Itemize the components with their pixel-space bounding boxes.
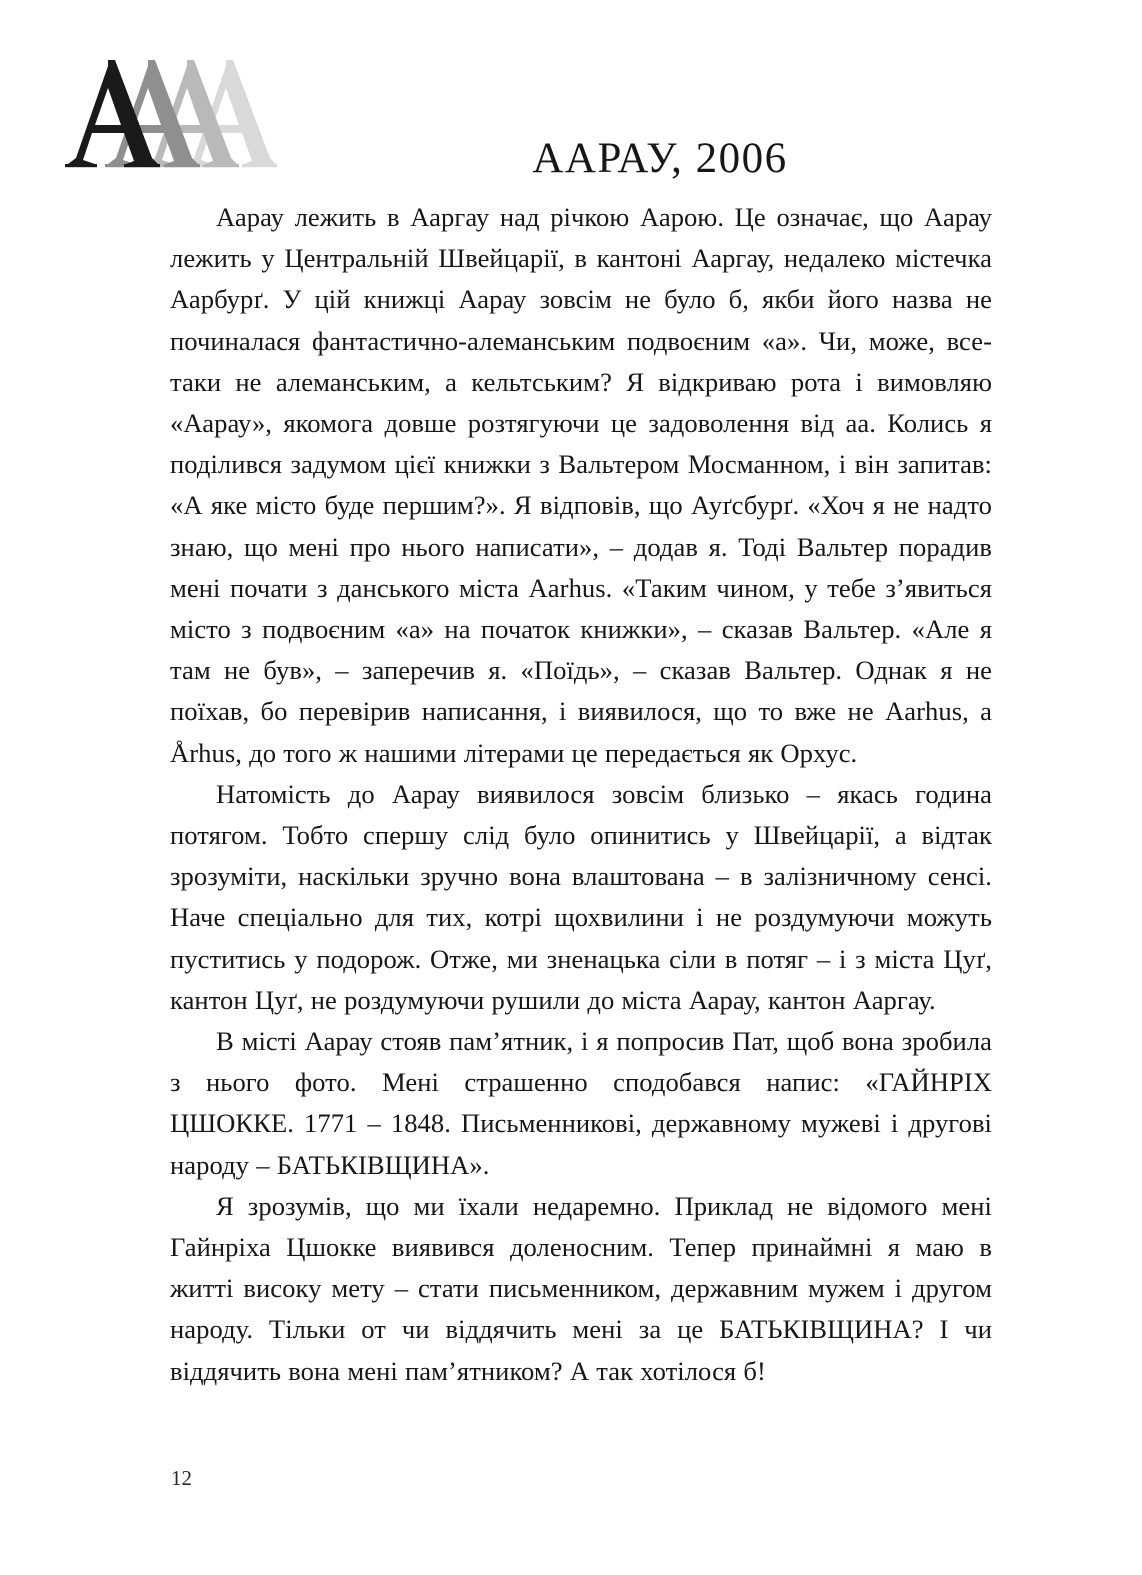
paragraph: Натомість до Аарау виявилося зовсім близько – якась година потягом. Тобто спершу слід було опинитись у Швейцарії, а відтак зрозуміти, наскільки зручно вона влаштована – в залізничному сенсі. Наче спеціально для тих, котрі щохвилини і не роздумуючи можуть пуститись у подорож. Отже, ми зненацька сіли в потяг – і з міста Цуґ, кантон Цуґ, не роздумуючи рушили до міста Аарау, кантон Ааргау. xyxy=(170,778,992,1015)
chapter-title: ААРАУ, 2006 xyxy=(532,134,788,182)
paragraph: Аарау лежить в Ааргау над річкою Аарою. Це означає, що Аарау лежить у Центральній Швейцарії, в кантоні Ааргау, недалеко містечка Аарбурґ. У цій книжці Аарау зовсім не було б, якби його назва не починалася фантастично-алеманським подвоєним «а». Чи, може, все-таки не алеманським, а кельтським? Я відкриваю рота і вимовляю «Аарау», якомога довше розтягуючи це задоволення від аа. Колись я поділився задумом цієї книжки з Вальтером Мосманном, і він запитав: «А яке місто буде першим?». Я відповів, що Ауґсбурґ. «Хоч я не надто знаю, що мені про нього написати», – додав я. Тоді Вальтер порадив мені почати з данського міста Aarhus. «Таким чином, у тебе з’явиться місто з подвоєним «а» на початок книжки», – сказав Вальтер. «Але я там не був», – заперечив я. «Поїдь», – сказав Вальтер. Однак я не поїхав, бо перевірив написання, і виявилося, що то вже не Aarhus, а Århus, до того ж нашими літерами це передається як Орхус. xyxy=(170,202,992,768)
paragraph: Я зрозумів, що ми їхали недаремно. Приклад не відомого мені Гайнріха Цшокке виявився доленосним. Тепер принаймні я маю в житті високу мету – стати письменником, державним мужем і другом народу. Тільки от чи віддячить мені за це БАТЬКІВЩИНА? І чи віддячить вона мені пам’ятником? А так хотілося б! xyxy=(170,1190,992,1386)
page-number: 12 xyxy=(171,1466,192,1490)
four-overlapping-a-letters-logo xyxy=(62,60,277,170)
paragraph: В місті Аарау стояв пам’ятник, і я попросив Пат, щоб вона зробила з нього фото. Мені страшенно сподобався напис: «ГАЙНРІХ ЦШОККЕ. 1771 – 1848. Письменникові, державному мужеві і другові народу – БАТЬКІВЩИНА». xyxy=(170,1026,992,1180)
logo-svg xyxy=(62,60,277,170)
page-header xyxy=(0,0,1142,190)
body-text-column xyxy=(170,197,992,1392)
